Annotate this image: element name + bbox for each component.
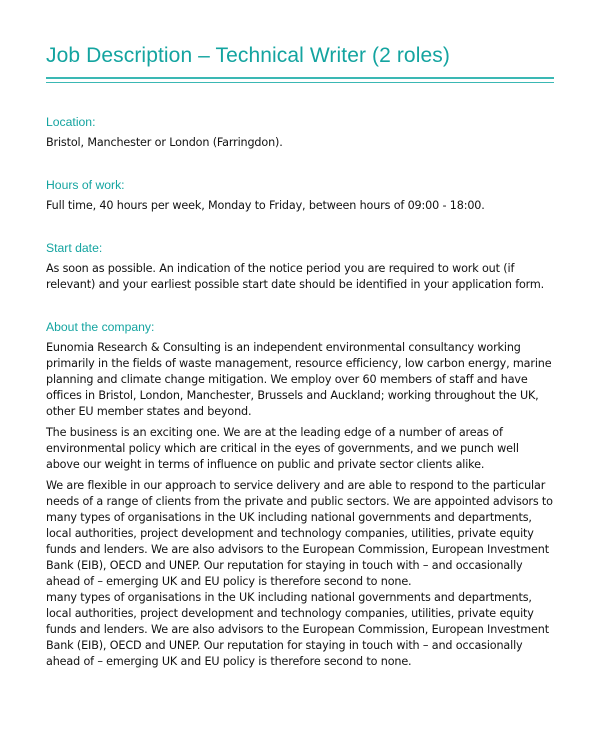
start-date-text: As soon as possible. An indication of the notice period you are required to work out (if relevant) and your earliest possible start date should be identified in your application form. — [46, 262, 545, 291]
about-heading: About the company: — [46, 320, 155, 334]
document-title: Job Description – Technical Writer (2 roles) — [46, 44, 450, 67]
about-paragraph-1: Eunomia Research & Consulting is an independent environmental consultancy working primarily in the fields of waste management, resource efficiency, low carbon energy, marine planning and climate change mitigation. We employ over 60 members of staff and have offices in Bristol, London, Manchester, Brussels and Auckland; working throughout the UK, other EU member states and beyond. — [46, 341, 552, 418]
about-section — [46, 319, 556, 670]
location-heading: Location: — [46, 115, 96, 129]
start-date-section — [46, 240, 556, 293]
location-text: Bristol, Manchester or London (Farringdon). — [46, 136, 283, 149]
title-rule-top — [46, 77, 554, 79]
hours-text: Full time, 40 hours per week, Monday to Friday, between hours of 09:00 - 18:00. — [46, 199, 485, 212]
hours-section — [46, 177, 556, 214]
about-paragraph-3: We are flexible in our approach to service delivery and are able to respond to the particular needs of a range of clients from the private and public sectors. We are appointed advisors to many types of organisations in the UK including national governments and departments, local authorities, project development and technology companies, utilities, private equity funds and lenders. We are also advisors to the European Commission, European Investment Bank (EIB), OECD and UNEP. Our reputation for staying in touch with – and occasionally ahead of – emerging UK and EU policy is therefore second to none. many types of organisations in the UK including national governments and departments, local authorities, project development and technology companies, utilities, private equity funds and lenders. We are also advisors to the European Commission, European Investment Bank (EIB), OECD and UNEP. Our reputation for staying in touch with – and occasionally ahead of – emerging UK and EU policy is therefore second to none. — [46, 479, 553, 668]
title-rule-bottom — [46, 82, 554, 83]
start-date-heading: Start date: — [46, 241, 103, 255]
about-paragraph-2: The business is an exciting one. We are at the leading edge of a number of areas of environmental policy which are critical in the eyes of governments, and we punch well above our weight in terms of influence on public and private sector clients alike. — [46, 426, 519, 471]
document-body — [46, 114, 556, 670]
location-section — [46, 114, 556, 151]
hours-heading: Hours of work: — [46, 178, 125, 192]
